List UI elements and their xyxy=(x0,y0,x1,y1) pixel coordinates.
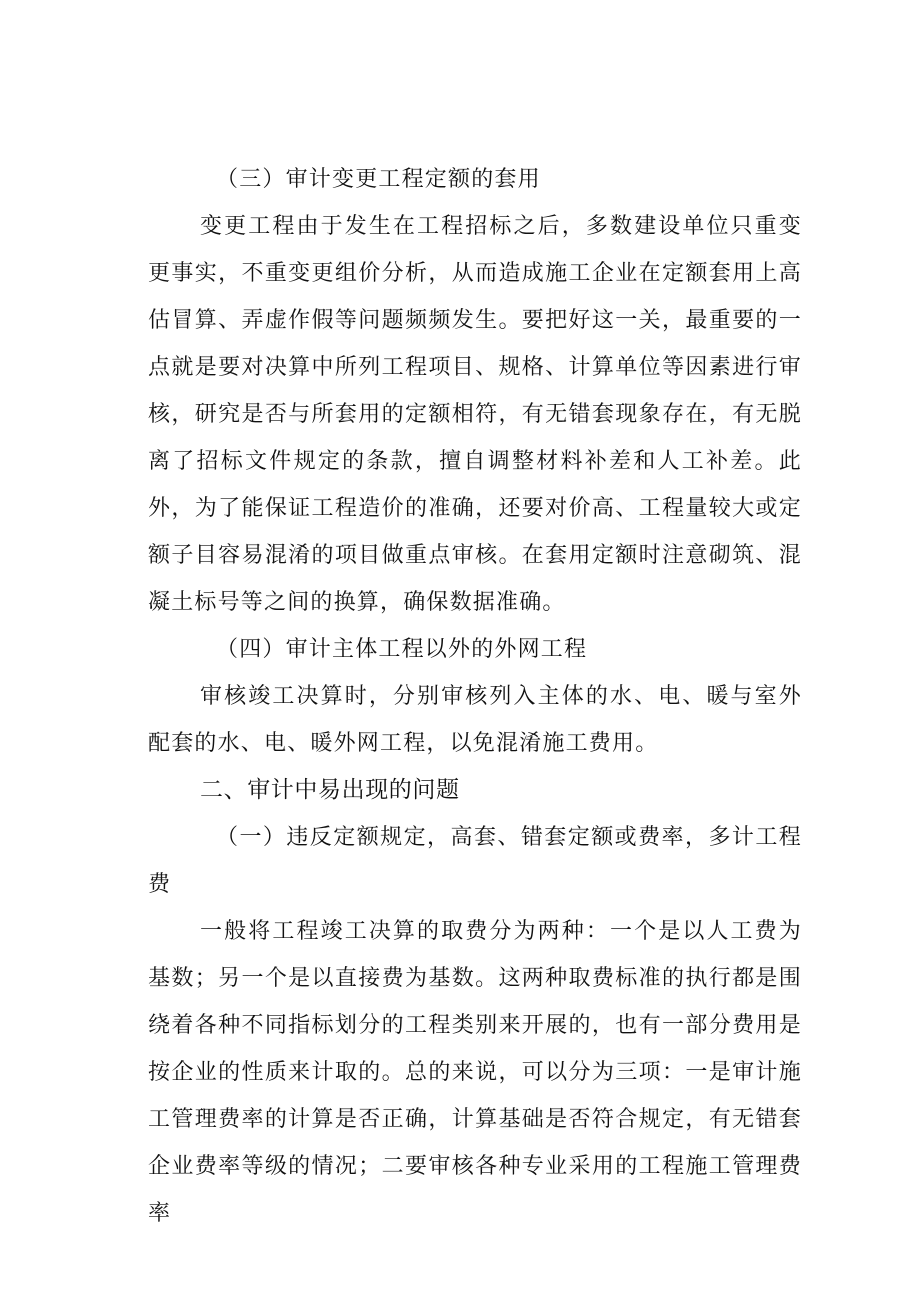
paragraph-external-network: 审核竣工决算时，分别审核列入主体的水、电、暖与室外配套的水、电、暖外网工程，以免混淆施工费用。 xyxy=(148,684,802,756)
paragraph-fee-calculation: 一般将工程竣工决算的取费分为两种：一个是以人工费为基数；另一个是以直接费为基数。这两种取费标准的执行都是围绕着各种不同指标划分的工程类别来开展的，也有一部分费用是按企业的性质来计取的。总的来说，可以分为三项：一是审计施工管理费率的计算是否正确，计算基础是否符合规定，有无错套企业费率等级的情况；二要审核各种专业采用的工程施工管理费率 xyxy=(148,919,802,1226)
document-body xyxy=(148,156,802,1237)
chapter-heading-2: 二、审计中易出现的问题 xyxy=(200,777,460,803)
paragraph-change-engineering: 变更工程由于发生在工程招标之后，多数建设单位只重变更事实，不重变更组价分析，从而造成施工企业在定额套用上高估冒算、弄虚作假等问题频频发生。要把好这一关，最重要的一点就是要对决算中所列工程项目、规格、计算单位等因素进行审核，研究是否与所套用的定额相符，有无错套现象存在，有无脱离了招标文件规定的条款，擅自调整材料补差和人工补差。此外，为了能保证工程造价的准确，还要对价高、工程量较大或定额子目容易混淆的项目做重点审核。在套用定额时注意砌筑、混凝土标号等之间的换算，确保数据准确。 xyxy=(148,214,802,615)
section-heading-3: （三）审计变更工程定额的套用 xyxy=(216,167,541,192)
section-heading-1: （一）违反定额规定，高套、错套定额或费率，多计工程费 xyxy=(148,825,802,897)
section-heading-4: （四）审计主体工程以外的外网工程 xyxy=(216,637,588,662)
